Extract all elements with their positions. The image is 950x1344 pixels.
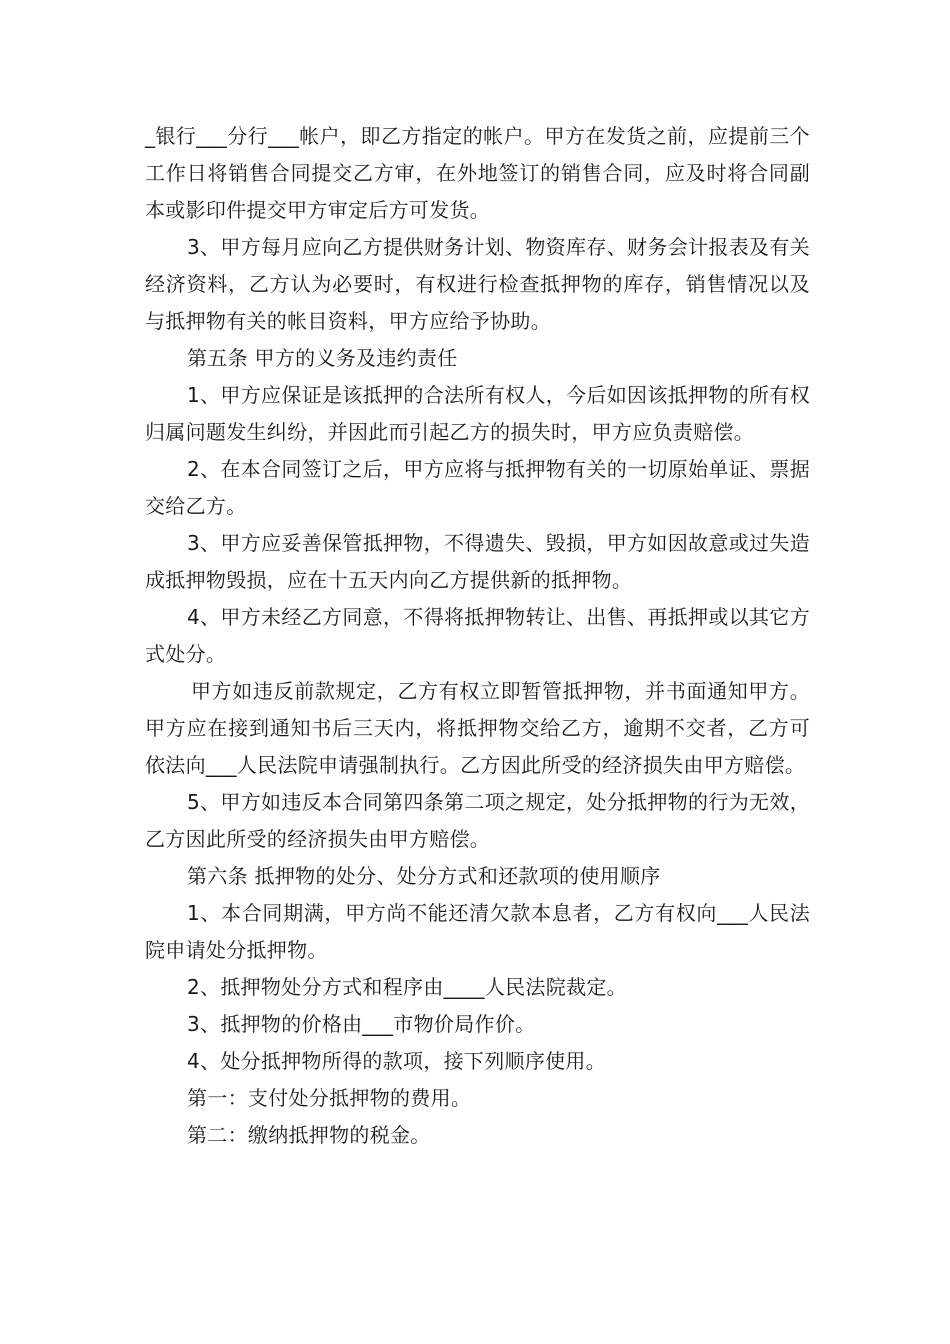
document-body (145, 118, 810, 1154)
paragraph-article-5-item-5: 5、甲方如违反本合同第四条第二项之规定，处分抵押物的行为无效，乙方因此所受的经济损失由甲方赔偿。 (145, 790, 810, 851)
paragraph-bank-account: _银行___分行___帐户，即乙方指定的帐户。甲方在发货之前，应提前三个工作日将销售合同提交乙方审，在外地签订的销售合同，应及时将合同副本或影印件提交甲方审定后方可发货。 (145, 124, 810, 222)
paragraph-order-second: 第二：缴纳抵押物的税金。 (187, 1123, 431, 1147)
paragraph-article-5-item-3: 3、甲方应妥善保管抵押物，不得遗失、毁损，甲方如因故意或过失造成抵押物毁损，应在十五天内向乙方提供新的抵押物。 (145, 531, 810, 592)
paragraph-article-5-violation: 甲方如违反前款规定，乙方有权立即暂管抵押物，并书面通知甲方。甲方应在接到通知书后三天内，将抵押物交给乙方，逾期不交者，乙方可依法向___人民法院申请强制执行。乙方因此所受的经济损失由甲方赔偿。 (145, 679, 810, 777)
paragraph-article-6-item-3: 3、抵押物的价格由___市物价局作价。 (187, 1012, 536, 1036)
heading-article-5: 第五条 甲方的义务及违约责任 (187, 346, 458, 370)
heading-article-6: 第六条 抵押物的处分、处分方式和还款项的使用顺序 (187, 864, 661, 888)
paragraph-clause-3-reports: 3、甲方每月应向乙方提供财务计划、物资库存、财务会计报表及有关经济资料，乙方认为必要时，有权进行检查抵押物的库存，销售情况以及与抵押物有关的帐目资料，甲方应给予协助。 (145, 235, 810, 333)
paragraph-order-first: 第一：支付处分抵押物的费用。 (187, 1086, 472, 1110)
paragraph-article-6-item-4: 4、处分抵押物所得的款项，接下列顺序使用。 (187, 1049, 607, 1073)
paragraph-article-5-item-2: 2、在本合同签订之后，甲方应将与抵押物有关的一切原始单证、票据交给乙方。 (145, 457, 810, 518)
paragraph-article-6-item-1: 1、本合同期满，甲方尚不能还清欠款本息者，乙方有权向___人民法院申请处分抵押物。 (145, 901, 810, 962)
paragraph-article-5-item-4: 4、甲方未经乙方同意，不得将抵押物转让、出售、再抵押或以其它方式处分。 (145, 605, 810, 666)
paragraph-article-5-item-1: 1、甲方应保证是该抵押的合法所有权人，今后如因该抵押物的所有权归属问题发生纠纷，并因此而引起乙方的损失时，甲方应负责赔偿。 (145, 383, 810, 444)
paragraph-article-6-item-2: 2、抵押物处分方式和程序由____人民法院裁定。 (187, 975, 627, 999)
